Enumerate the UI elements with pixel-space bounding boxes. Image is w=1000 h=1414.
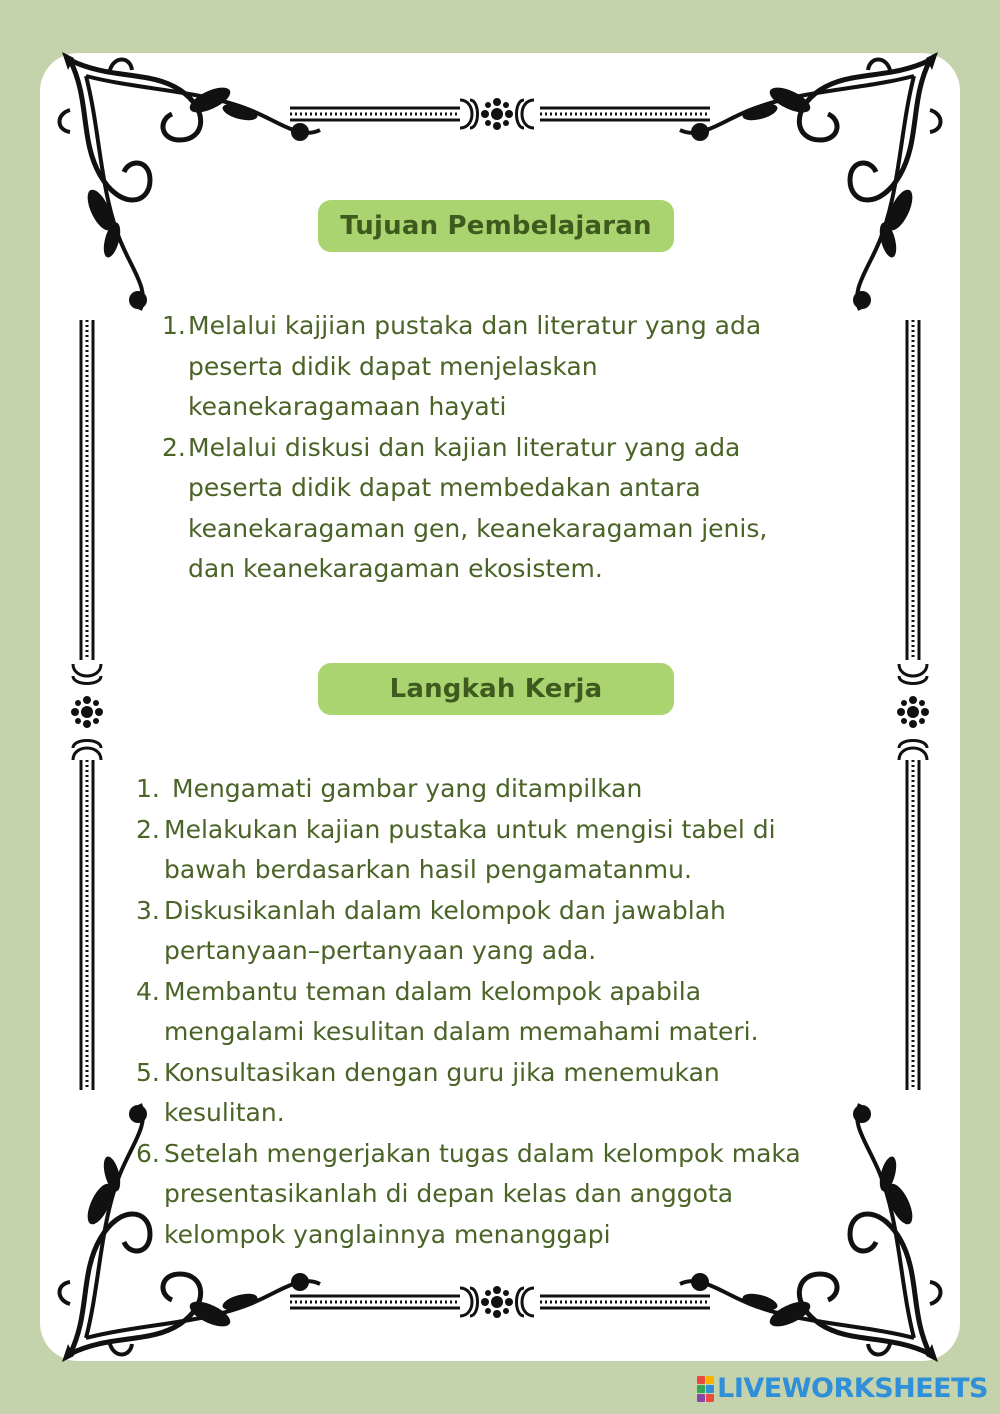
list-item-line: peserta didik dapat menjelaskan — [188, 351, 598, 381]
list-item-text — [164, 891, 884, 972]
list-item-line: presentasikanlah di depan kelas dan anggota — [164, 1179, 734, 1208]
list-item — [136, 1134, 884, 1256]
list-item-text — [188, 428, 868, 590]
list-item-line: dan keanekaragaman ekosistem. — [188, 554, 603, 583]
list-item-line: Mengamati gambar yang ditampilkan — [172, 774, 643, 803]
logo-square — [706, 1376, 714, 1384]
logo-square — [706, 1394, 714, 1402]
list-item-number: 4. — [136, 976, 160, 1006]
flourish-corner-icon — [60, 52, 321, 310]
list-item-line: Konsultasikan dengan guru jika menemukan — [164, 1057, 720, 1087]
list-item-line: peserta didik dapat membedakan antara — [188, 473, 701, 502]
list-item-line: mengalami kesulitan dalam memahami materi. — [164, 1017, 759, 1046]
langkah-heading: Langkah Kerja — [389, 674, 603, 704]
list-item — [136, 891, 884, 972]
list-item-number: 1. — [136, 774, 160, 803]
list-item-line: pertanyaan–pertanyaan yang ada. — [164, 936, 597, 965]
list-item-line: Setelah mengerjakan tugas dalam kelompok maka — [164, 1138, 801, 1168]
list-item-text — [172, 769, 884, 810]
list-item-line: kelompok yanglainnya menanggapi — [164, 1219, 611, 1249]
list-item-number: 2. — [162, 432, 186, 462]
list-item-number: 3. — [136, 895, 160, 925]
flower-rosette-icon — [897, 696, 929, 728]
list-item-line: keanekaragaman gen, keanekaragaman jenis, — [188, 513, 768, 543]
list-item — [136, 769, 884, 810]
tujuan-heading-pill — [318, 200, 674, 252]
list-item-line: Membantu teman dalam kelompok apabila — [164, 976, 702, 1006]
list-item-text — [164, 1053, 884, 1134]
logo-square — [697, 1385, 705, 1393]
list-item-number: 6. — [136, 1138, 160, 1168]
tujuan-list — [162, 306, 868, 590]
list-item-line: kesulitan. — [164, 1098, 285, 1127]
logo-square — [697, 1394, 705, 1402]
logo-square — [697, 1376, 705, 1384]
liveworksheets-logo — [697, 1373, 988, 1404]
flourish-corner-icon — [680, 52, 941, 310]
list-item-line: Melalui kajjian pustaka dan literatur yang ada — [188, 311, 762, 340]
flower-rosette-icon — [481, 98, 513, 130]
list-item-number: 2. — [136, 814, 160, 844]
list-item — [162, 306, 868, 428]
list-item-text — [164, 810, 884, 891]
list-item-text — [188, 306, 868, 428]
list-item — [162, 428, 868, 590]
list-item — [136, 972, 884, 1053]
flower-rosette-icon — [481, 1286, 513, 1318]
list-item-line: Diskusikanlah dalam kelompok dan jawablah — [164, 895, 726, 925]
list-item-line: bawah berdasarkan hasil pengamatanmu. — [164, 855, 692, 884]
tujuan-heading: Tujuan Pembelajaran — [340, 211, 652, 241]
list-item-line: Melakukan kajian pustaka untuk mengisi tabel di — [164, 814, 776, 844]
list-item-line: Melalui diskusi dan kajian literatur yang ada — [188, 432, 741, 462]
list-item — [136, 810, 884, 891]
list-item-number: 1. — [162, 311, 186, 340]
list-item — [136, 1053, 884, 1134]
langkah-heading-pill — [318, 663, 674, 715]
list-item-number: 5. — [136, 1057, 160, 1087]
logo-square — [706, 1385, 714, 1393]
langkah-list — [136, 769, 884, 1255]
list-item-line: keanekaragamaan hayati — [188, 392, 507, 421]
list-item-text — [164, 972, 884, 1053]
liveworksheets-wordmark: LIVEWORKSHEETS — [717, 1373, 988, 1404]
flower-rosette-icon — [71, 696, 103, 728]
list-item-text — [164, 1134, 884, 1256]
liveworksheets-logo-icon — [697, 1376, 714, 1402]
